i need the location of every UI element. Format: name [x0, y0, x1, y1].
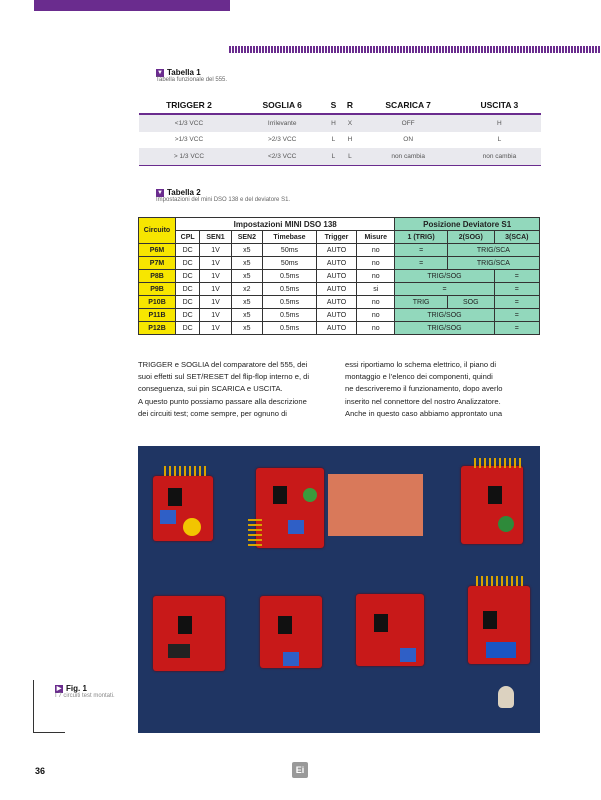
- table-cell: x2: [231, 283, 262, 296]
- table-cell: 0.5ms: [263, 322, 317, 335]
- deviatore-cell: TRIG/SOG: [395, 322, 494, 335]
- group-dso: Impostazioni MINI DSO 138: [176, 218, 395, 231]
- table2-subheader-cell: SEN1: [200, 231, 231, 244]
- table1-header-cell: USCITA 3: [458, 96, 541, 114]
- figure-caption: [55, 684, 115, 699]
- body-text-line: TRIGGER e SOGLIA del comparatore del 555, dei: [138, 360, 308, 369]
- table-cell: L: [341, 148, 358, 165]
- magazine-logo: Ei: [292, 762, 308, 778]
- circuit-id-cell: P11B: [139, 309, 176, 322]
- table-cell: H: [347, 136, 353, 144]
- deviatore-cell: =: [395, 257, 448, 270]
- table-cell: 1V: [200, 244, 231, 257]
- table-cell: DC: [176, 283, 200, 296]
- table-row: [139, 132, 541, 149]
- body-text-line: suoi effetti sul SET/RESET del flip-flop interno e, di: [138, 372, 310, 382]
- table-cell: 50ms: [263, 244, 317, 257]
- table1-header-row: [139, 96, 541, 114]
- deviatore-cell: =: [494, 283, 539, 296]
- table-cell: no: [357, 244, 395, 257]
- table1-header-cell: SCARICA 7: [358, 96, 457, 114]
- deviatore-cell: =: [494, 270, 539, 283]
- table-cell: 0.5ms: [263, 309, 317, 322]
- circuit-board: [256, 468, 324, 548]
- table-cell: 0.5ms: [263, 270, 317, 283]
- table-cell: 1V: [200, 270, 231, 283]
- table-row: [139, 257, 540, 270]
- table-cell: AUTO: [316, 296, 356, 309]
- deviatore-cell: SOG: [447, 296, 494, 309]
- header-striped-bar: [229, 46, 601, 53]
- deviatore-cell: =: [494, 322, 539, 335]
- arrow-down-icon: ▼: [157, 189, 163, 196]
- body-text-line: conseguenza, sui pin SCARICA e USCITA.: [138, 384, 283, 394]
- table-cell: 1V: [200, 322, 231, 335]
- table-cell: H: [458, 114, 541, 132]
- body-text-line: Anche in questo caso abbiamo approntato una: [345, 408, 503, 418]
- body-text-line: A questo punto possiamo passare alla descrizione: [138, 396, 307, 406]
- group-deviatore: Posizione Deviatore S1: [395, 218, 540, 231]
- table-cell: x5: [231, 270, 262, 283]
- table-cell: DC: [176, 244, 200, 257]
- table1: [139, 96, 541, 166]
- body-text-line: ne descriveremo il funzionamento, dopo averlo: [345, 384, 503, 394]
- table1-header-cell: TRIGGER 2: [139, 96, 239, 114]
- table-cell: AUTO: [316, 244, 356, 257]
- deviatore-cell: =: [494, 309, 539, 322]
- figure-title: Fig. 1: [66, 684, 87, 693]
- table-cell: no: [357, 257, 395, 270]
- body-text-left: [138, 359, 338, 420]
- table1-subtitle: Tabella funzionale del 555.: [156, 77, 228, 83]
- table2-subheader-cell: SEN2: [231, 231, 262, 244]
- figure-rule: [33, 680, 34, 732]
- deviatore-cell: TRIG/SCA: [447, 244, 539, 257]
- table2-subheader-cell: Timebase: [263, 231, 317, 244]
- table-cell: 0.5ms: [263, 283, 317, 296]
- header-purple-bar: [34, 0, 230, 11]
- body-text-line: essi riportiamo lo schema elettrico, il piano di: [345, 360, 497, 369]
- arrow-right-icon: ▶: [56, 685, 62, 692]
- table1-header-cell: SOGLIA 6: [239, 96, 325, 114]
- table-cell: no: [357, 270, 395, 283]
- page-number: 36: [35, 766, 46, 776]
- table-cell: AUTO: [316, 257, 356, 270]
- table2-subtitle: Impostazioni del mini DSO 138 e del deviatore S1.: [156, 197, 291, 203]
- table-cell: x5: [231, 296, 262, 309]
- table2-subheader-cell: CPL: [176, 231, 200, 244]
- table2: [138, 217, 540, 335]
- table-cell: DC: [176, 309, 200, 322]
- table2-subheader-cell: Misure: [357, 231, 395, 244]
- table-cell: H: [325, 114, 341, 132]
- table-cell: L: [325, 148, 341, 165]
- table2-subheader-cell: 1 (TRIG): [395, 231, 448, 244]
- table1-caption: [156, 68, 227, 83]
- circuit-board: [153, 476, 213, 541]
- circuit-id-cell: P10B: [139, 296, 176, 309]
- body-text-line: inserito nel connettore del nostro Analizzatore.: [345, 396, 501, 406]
- table-cell: <1/3 VCC: [139, 114, 239, 132]
- table-cell: >2/3 VCC: [268, 136, 297, 144]
- table-cell: L: [497, 136, 502, 144]
- table-cell: x5: [231, 309, 262, 322]
- table2-subheader-cell: 3(SCA): [494, 231, 539, 244]
- circuit-board: [461, 466, 523, 544]
- heater-pad: [328, 474, 423, 536]
- circuits-photo: [138, 446, 540, 733]
- table-row: [139, 296, 540, 309]
- table-cell: AUTO: [316, 309, 356, 322]
- table-cell: DC: [176, 270, 200, 283]
- table-cell: x5: [231, 244, 262, 257]
- figure-caption-text: I 7 circuiti test montati.: [55, 693, 115, 699]
- col-circuito: Circuito: [139, 218, 176, 244]
- table-cell: DC: [176, 322, 200, 335]
- table-cell: L: [331, 136, 336, 144]
- circuit-id-cell: P7M: [139, 257, 176, 270]
- table-row: [139, 244, 540, 257]
- table-cell: AUTO: [316, 283, 356, 296]
- table-cell: 1V: [200, 309, 231, 322]
- table1-header-cell: S: [325, 96, 341, 114]
- table-cell: > 1/3 VCC: [139, 148, 239, 165]
- deviatore-cell: =: [494, 296, 539, 309]
- table-cell: 0.5ms: [263, 296, 317, 309]
- table-cell: OFF: [358, 114, 457, 132]
- table-cell: DC: [176, 257, 200, 270]
- table2-subheader-cell: Trigger: [316, 231, 356, 244]
- table-cell: ON: [403, 136, 414, 144]
- circuit-id-cell: P9B: [139, 283, 176, 296]
- table-cell: 1V: [200, 257, 231, 270]
- table-cell: non cambia: [358, 148, 457, 165]
- table-cell: AUTO: [316, 270, 356, 283]
- table-row: [139, 270, 540, 283]
- deviatore-cell: TRIG: [395, 296, 448, 309]
- table-cell: si: [357, 283, 395, 296]
- body-text-line: dei circuiti test; come sempre, per ognuno di: [138, 408, 287, 418]
- table-row: [139, 114, 541, 132]
- circuit-id-cell: P12B: [139, 322, 176, 335]
- table2-subheader-cell: 2(SOG): [447, 231, 494, 244]
- figure-rule: [33, 732, 65, 733]
- circuit-id-cell: P8B: [139, 270, 176, 283]
- table2-caption: [156, 188, 290, 203]
- table-cell: no: [357, 309, 395, 322]
- table-cell: 1V: [200, 283, 231, 296]
- deviatore-cell: =: [395, 283, 494, 296]
- table-cell: 50ms: [263, 257, 317, 270]
- table-cell: non cambia: [458, 148, 541, 165]
- circuit-id-cell: P6M: [139, 244, 176, 257]
- table-row: [139, 322, 540, 335]
- table-cell: x5: [231, 322, 262, 335]
- table-cell: x5: [231, 257, 262, 270]
- table-row: [139, 148, 541, 165]
- body-text-line: montaggio e l’elenco dei componenti, quindi: [345, 372, 493, 382]
- deviatore-cell: =: [395, 244, 448, 257]
- arrow-down-icon: ▼: [157, 69, 163, 76]
- deviatore-cell: TRIG/SOG: [395, 309, 494, 322]
- table-cell: no: [357, 296, 395, 309]
- table1-header-cell: R: [341, 96, 358, 114]
- table-cell: <2/3 VCC: [239, 148, 325, 165]
- table-cell: DC: [176, 296, 200, 309]
- body-text-right: [345, 359, 545, 420]
- table-cell: Irrilevante: [239, 114, 325, 132]
- deviatore-cell: TRIG/SOG: [395, 270, 494, 283]
- table1-title: Tabella 1: [167, 68, 201, 77]
- deviatore-cell: TRIG/SCA: [447, 257, 539, 270]
- table-cell: >1/3 VCC: [174, 136, 204, 144]
- table-row: [139, 283, 540, 296]
- table2-title: Tabella 2: [167, 188, 201, 197]
- table-cell: no: [357, 322, 395, 335]
- table-cell: X: [341, 114, 358, 132]
- table-cell: AUTO: [316, 322, 356, 335]
- table-cell: 1V: [200, 296, 231, 309]
- table-row: [139, 309, 540, 322]
